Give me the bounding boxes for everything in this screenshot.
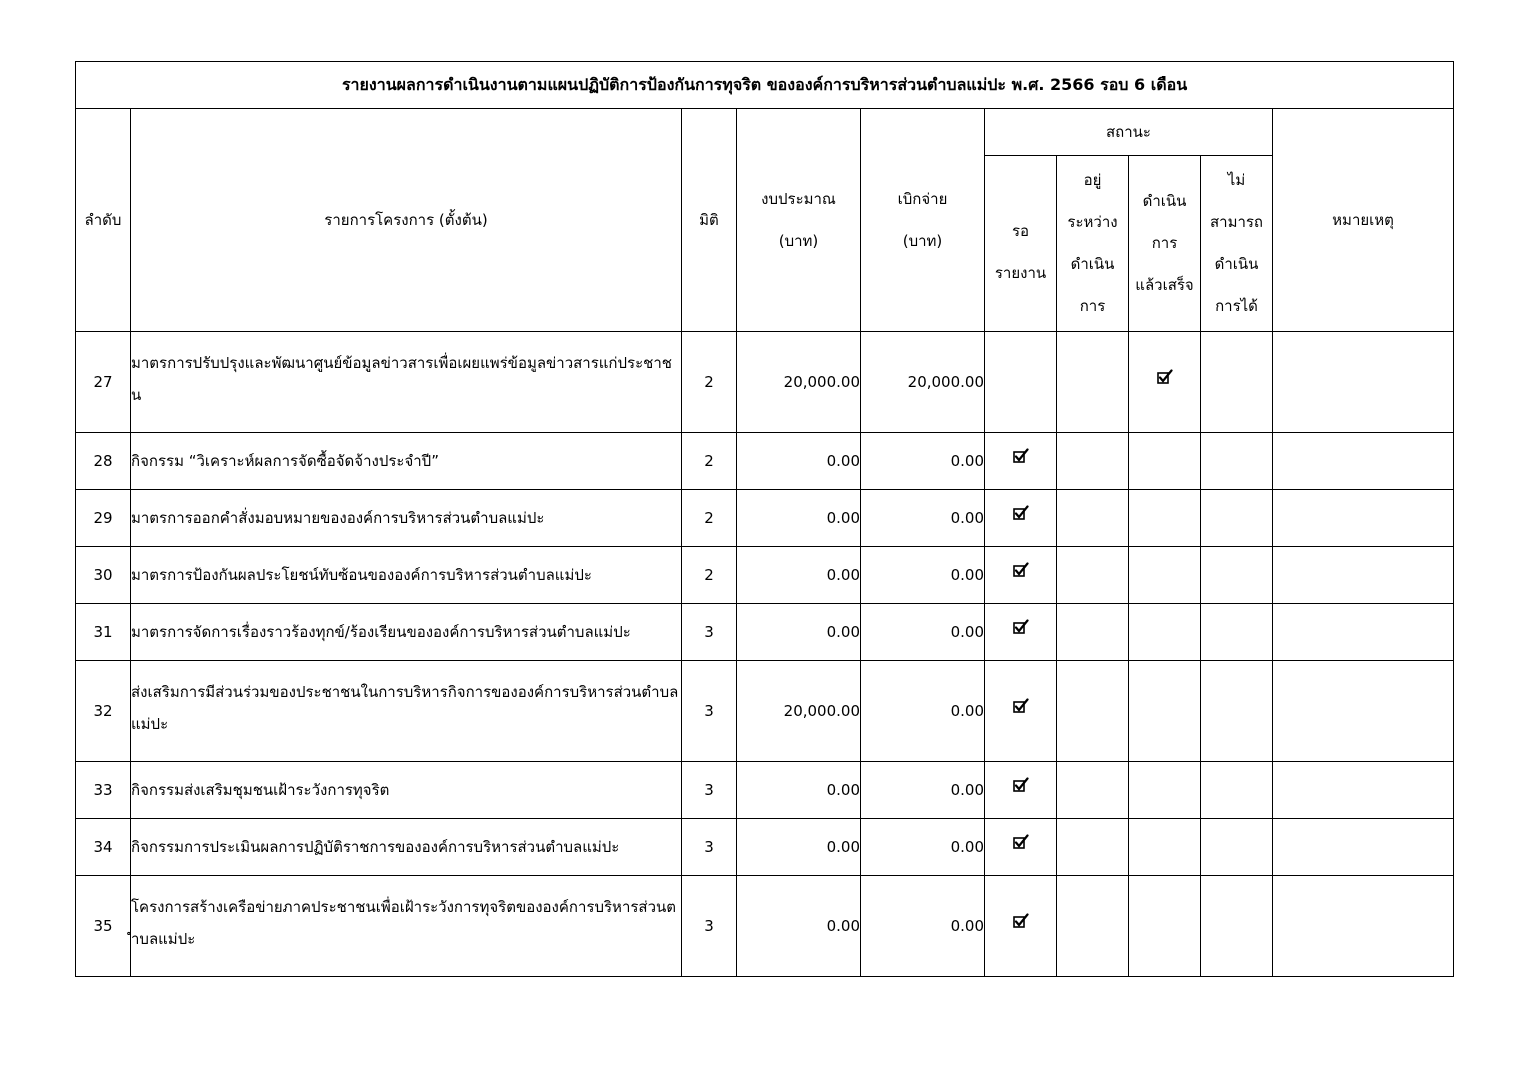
row-dimension bbox=[682, 762, 737, 819]
row-dimension bbox=[682, 490, 737, 547]
row-name-line1: กิจกรรม “วิเคราะห์ผลการจัดซื้อจัดจ้างประจำปี” bbox=[131, 452, 439, 470]
row-disbursed bbox=[861, 876, 985, 977]
row-budget-text: 0.00 bbox=[826, 452, 860, 470]
header-status-done-3: แล้วเสร็จ bbox=[1135, 276, 1194, 294]
row-no-text: 30 bbox=[93, 566, 113, 584]
row-dimension bbox=[682, 661, 737, 762]
row-status-unable bbox=[1201, 762, 1273, 819]
header-project: รายการโครงการ (ตั้งต้น) bbox=[131, 109, 682, 332]
row-name-text bbox=[131, 682, 678, 735]
row-disbursed bbox=[861, 661, 985, 762]
row-status-waiting bbox=[985, 604, 1057, 661]
row-number bbox=[76, 332, 131, 433]
row-status-waiting bbox=[985, 332, 1057, 433]
row-disbursed-text: 0.00 bbox=[950, 566, 984, 584]
row-no-text: 34 bbox=[93, 838, 113, 856]
header-budget-line1: งบประมาณ bbox=[761, 189, 836, 208]
row-status-done bbox=[1129, 547, 1201, 604]
header-disbursed-line2: (บาท) bbox=[902, 231, 943, 250]
table-row bbox=[76, 819, 1454, 876]
row-dim-text: 2 bbox=[704, 452, 714, 470]
row-status-unable bbox=[1201, 433, 1273, 490]
row-status-waiting bbox=[985, 490, 1057, 547]
row-name-text bbox=[131, 837, 619, 859]
row-dim-text: 2 bbox=[704, 566, 714, 584]
row-project-name bbox=[131, 762, 682, 819]
table-row bbox=[76, 332, 1454, 433]
checkbox-checked-icon bbox=[1013, 560, 1029, 578]
header-status-progress-4: การ bbox=[1079, 297, 1106, 315]
row-remarks bbox=[1273, 332, 1454, 433]
row-name-line2: ำบลแม่ปะ bbox=[131, 929, 196, 948]
checkbox-checked-icon bbox=[1013, 832, 1029, 850]
table-row bbox=[76, 876, 1454, 977]
header-status-unable-2: สามารถ bbox=[1209, 213, 1264, 231]
row-name-line1: มาตรการจัดการเรื่องราวร้องทุกข์/ร้องเรียนขององค์การบริหารส่วนตำบลแม่ปะ bbox=[131, 623, 631, 641]
row-budget-text: 0.00 bbox=[826, 781, 860, 799]
row-name-text bbox=[131, 897, 676, 950]
table-row bbox=[76, 661, 1454, 762]
row-status-progress bbox=[1057, 490, 1129, 547]
checkbox-checked-icon bbox=[1013, 503, 1029, 521]
checkbox-checked-icon bbox=[1013, 617, 1029, 635]
row-remarks bbox=[1273, 762, 1454, 819]
header-status-waiting-1: รอ bbox=[1011, 222, 1030, 240]
row-status-progress bbox=[1057, 661, 1129, 762]
row-dim-text: 3 bbox=[704, 838, 714, 856]
row-project-name bbox=[131, 332, 682, 433]
header-status-done-1: ดำเนิน bbox=[1142, 192, 1187, 210]
row-budget bbox=[737, 433, 861, 490]
row-status-progress bbox=[1057, 547, 1129, 604]
row-status-done bbox=[1129, 433, 1201, 490]
row-dimension bbox=[682, 547, 737, 604]
row-name-text bbox=[131, 451, 439, 473]
row-name-text bbox=[131, 622, 631, 644]
checkbox-checked-icon bbox=[1013, 911, 1029, 929]
header-disbursed-line1: เบิกจ่าย bbox=[897, 189, 948, 208]
row-status-waiting bbox=[985, 762, 1057, 819]
table-row bbox=[76, 547, 1454, 604]
row-no-text: 27 bbox=[93, 373, 113, 391]
row-status-waiting bbox=[985, 661, 1057, 762]
row-no-text: 29 bbox=[93, 509, 113, 527]
row-name-line2: แม่ปะ bbox=[131, 714, 169, 733]
row-remarks bbox=[1273, 819, 1454, 876]
table-body bbox=[76, 332, 1454, 977]
row-disbursed bbox=[861, 433, 985, 490]
row-remarks bbox=[1273, 547, 1454, 604]
row-status-waiting bbox=[985, 433, 1057, 490]
row-status-waiting bbox=[985, 819, 1057, 876]
table-row bbox=[76, 433, 1454, 490]
row-name-text bbox=[131, 780, 389, 802]
row-budget bbox=[737, 332, 861, 433]
report-table bbox=[75, 61, 1454, 977]
row-project-name bbox=[131, 604, 682, 661]
header-status-unable-4: การได้ bbox=[1215, 297, 1258, 315]
header-status-unable-1: ไม่ bbox=[1227, 171, 1246, 189]
row-status-unable bbox=[1201, 819, 1273, 876]
row-name-line1: มาตรการออกคำสั่งมอบหมายขององค์การบริหารส่วนตำบลแม่ปะ bbox=[131, 509, 545, 527]
row-name-text bbox=[131, 565, 592, 587]
header-budget-line2: (บาท) bbox=[778, 231, 819, 250]
row-number bbox=[76, 433, 131, 490]
row-budget-text: 0.00 bbox=[826, 838, 860, 856]
table-row bbox=[76, 762, 1454, 819]
row-disbursed-text: 0.00 bbox=[950, 452, 984, 470]
header-status-progress-3: ดำเนิน bbox=[1070, 255, 1115, 273]
header-budget bbox=[737, 109, 861, 332]
row-status-unable bbox=[1201, 332, 1273, 433]
row-status-done bbox=[1129, 876, 1201, 977]
row-disbursed-text: 0.00 bbox=[950, 509, 984, 527]
row-no-text: 31 bbox=[93, 623, 113, 641]
row-project-name bbox=[131, 547, 682, 604]
row-name-text bbox=[131, 508, 544, 530]
row-budget bbox=[737, 876, 861, 977]
row-dimension bbox=[682, 819, 737, 876]
row-dim-text: 3 bbox=[704, 917, 714, 935]
header-order: ลำดับ bbox=[76, 109, 131, 332]
row-dim-text: 3 bbox=[704, 702, 714, 720]
row-dimension bbox=[682, 604, 737, 661]
row-number bbox=[76, 604, 131, 661]
row-dim-text: 3 bbox=[704, 623, 714, 641]
row-dim-text: 2 bbox=[704, 373, 714, 391]
table-row bbox=[76, 490, 1454, 547]
row-dim-text: 2 bbox=[704, 509, 714, 527]
row-budget-text: 20,000.00 bbox=[783, 702, 860, 720]
row-name-line1: มาตรการปรับปรุงและพัฒนาศูนย์ข้อมูลข่าวสารเพื่อเผยแพร่ข้อมูลข่าวสารแก่ประชาช bbox=[131, 354, 672, 373]
row-name-line1: โครงการสร้างเครือข่ายภาคประชาชนเพื่อเฝ้าระวังการทุจริตขององค์การบริหารส่วนต bbox=[131, 898, 676, 917]
row-number bbox=[76, 819, 131, 876]
row-status-done bbox=[1129, 819, 1201, 876]
header-dimension: มิติ bbox=[682, 109, 737, 332]
header-status-waiting-2: รายงาน bbox=[994, 264, 1047, 282]
row-project-name bbox=[131, 876, 682, 977]
row-status-progress bbox=[1057, 604, 1129, 661]
row-name-text bbox=[131, 353, 672, 406]
row-disbursed-text: 0.00 bbox=[950, 917, 984, 935]
header-status-unable-3: ดำเนิน bbox=[1214, 255, 1259, 273]
row-remarks bbox=[1273, 661, 1454, 762]
row-remarks bbox=[1273, 490, 1454, 547]
row-status-done bbox=[1129, 332, 1201, 433]
checkbox-checked-icon bbox=[1157, 367, 1173, 385]
header-status-done-2: การ bbox=[1151, 234, 1178, 252]
row-name-line1: กิจกรรมการประเมินผลการปฏิบัติราชการขององค์การบริหารส่วนตำบลแม่ปะ bbox=[131, 838, 620, 856]
row-status-progress bbox=[1057, 876, 1129, 977]
header-status-done bbox=[1129, 156, 1201, 332]
row-budget-text: 0.00 bbox=[826, 566, 860, 584]
row-status-unable bbox=[1201, 661, 1273, 762]
row-status-waiting bbox=[985, 876, 1057, 977]
checkbox-checked-icon bbox=[1013, 446, 1029, 464]
row-budget-text: 0.00 bbox=[826, 509, 860, 527]
row-number bbox=[76, 547, 131, 604]
row-disbursed-text: 0.00 bbox=[950, 702, 984, 720]
row-number bbox=[76, 876, 131, 977]
checkbox-checked-icon bbox=[1013, 775, 1029, 793]
row-project-name bbox=[131, 819, 682, 876]
row-disbursed bbox=[861, 819, 985, 876]
row-status-done bbox=[1129, 661, 1201, 762]
row-status-unable bbox=[1201, 876, 1273, 977]
header-remarks: หมายเหตุ bbox=[1273, 109, 1454, 332]
row-disbursed bbox=[861, 762, 985, 819]
row-status-unable bbox=[1201, 490, 1273, 547]
row-project-name bbox=[131, 661, 682, 762]
row-remarks bbox=[1273, 876, 1454, 977]
row-budget bbox=[737, 661, 861, 762]
row-name-line1: มาตรการป้องกันผลประโยชน์ทับซ้อนขององค์การบริหารส่วนตำบลแม่ปะ bbox=[131, 566, 592, 584]
row-status-done bbox=[1129, 604, 1201, 661]
row-no-text: 35 bbox=[93, 917, 113, 935]
row-no-text: 32 bbox=[93, 702, 113, 720]
row-status-done bbox=[1129, 762, 1201, 819]
row-dimension bbox=[682, 876, 737, 977]
row-disbursed-text: 0.00 bbox=[950, 781, 984, 799]
row-remarks bbox=[1273, 433, 1454, 490]
row-remarks bbox=[1273, 604, 1454, 661]
row-budget-text: 0.00 bbox=[826, 623, 860, 641]
row-status-progress bbox=[1057, 433, 1129, 490]
row-budget-text: 20,000.00 bbox=[783, 373, 860, 391]
row-disbursed bbox=[861, 332, 985, 433]
row-disbursed bbox=[861, 490, 985, 547]
row-disbursed bbox=[861, 547, 985, 604]
row-status-waiting bbox=[985, 547, 1057, 604]
row-budget bbox=[737, 604, 861, 661]
row-no-text: 28 bbox=[93, 452, 113, 470]
header-status-waiting bbox=[985, 156, 1057, 332]
row-name-line2: น bbox=[131, 385, 142, 404]
header-status-progress-1: อยู่ bbox=[1083, 171, 1102, 189]
row-dim-text: 3 bbox=[704, 781, 714, 799]
row-status-progress bbox=[1057, 332, 1129, 433]
table-row bbox=[76, 604, 1454, 661]
row-disbursed-text: 20,000.00 bbox=[907, 373, 984, 391]
row-name-line1: ส่งเสริมการมีส่วนร่วมของประชาชนในการบริหารกิจการขององค์การบริหารส่วนตำบล bbox=[131, 683, 679, 702]
header-status-progress-2: ระหว่าง bbox=[1067, 213, 1118, 231]
row-status-progress bbox=[1057, 819, 1129, 876]
header-status: สถานะ bbox=[985, 109, 1273, 156]
row-budget-text: 0.00 bbox=[826, 917, 860, 935]
row-status-done bbox=[1129, 490, 1201, 547]
row-status-unable bbox=[1201, 547, 1273, 604]
row-budget bbox=[737, 547, 861, 604]
row-budget bbox=[737, 819, 861, 876]
row-status-unable bbox=[1201, 604, 1273, 661]
row-dimension bbox=[682, 332, 737, 433]
header-status-progress bbox=[1057, 156, 1129, 332]
row-no-text: 33 bbox=[93, 781, 113, 799]
checkbox-checked-icon bbox=[1013, 696, 1029, 714]
row-number bbox=[76, 762, 131, 819]
header-status-unable bbox=[1201, 156, 1273, 332]
row-dimension bbox=[682, 433, 737, 490]
row-number bbox=[76, 490, 131, 547]
row-project-name bbox=[131, 433, 682, 490]
row-project-name bbox=[131, 490, 682, 547]
row-number bbox=[76, 661, 131, 762]
report-title: รายงานผลการดำเนินงานตามแผนปฏิบัติการป้องกันการทุจริต ขององค์การบริหารส่วนตำบลแม่ปะ พ.ศ. 2566 รอบ 6 เดือน bbox=[76, 62, 1454, 109]
row-disbursed bbox=[861, 604, 985, 661]
row-budget bbox=[737, 490, 861, 547]
row-name-line1: กิจกรรมส่งเสริมชุมชนเฝ้าระวังการทุจริต bbox=[131, 781, 390, 799]
row-status-progress bbox=[1057, 762, 1129, 819]
header-disbursed bbox=[861, 109, 985, 332]
row-budget bbox=[737, 762, 861, 819]
row-disbursed-text: 0.00 bbox=[950, 838, 984, 856]
row-disbursed-text: 0.00 bbox=[950, 623, 984, 641]
